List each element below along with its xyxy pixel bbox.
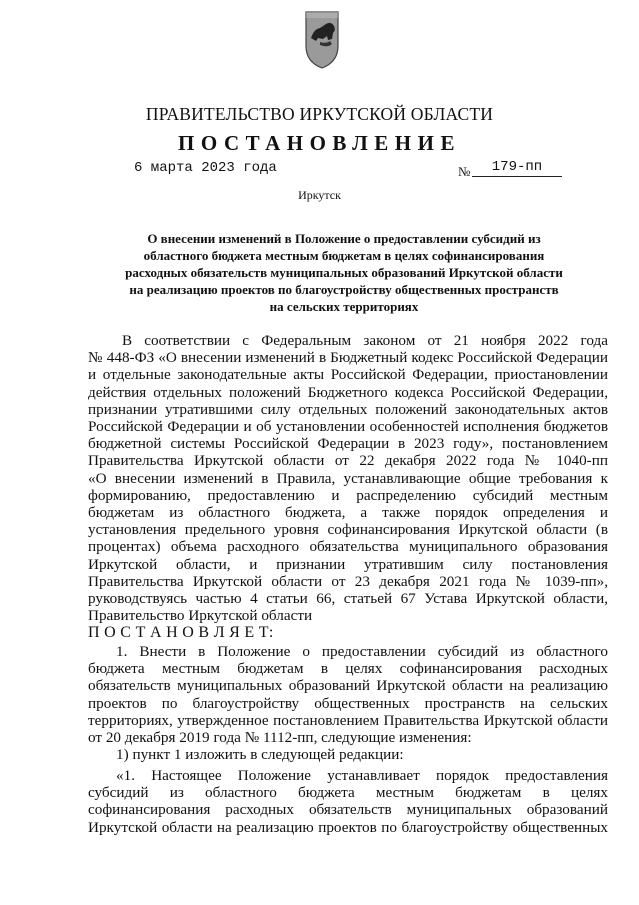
emblem-shield-icon xyxy=(298,8,346,72)
text-line: проектов по благоустройству общественных пространств на сельских xyxy=(88,694,608,712)
document-type: ПОСТАНОВЛЕНИЕ xyxy=(178,131,461,155)
document-city: Иркутск xyxy=(298,188,341,202)
coat-of-arms-emblem xyxy=(298,8,346,72)
text-line: действия отдельных положений Бюджетного кодекса Российской Федерации, xyxy=(88,383,608,401)
text-line: субсидий из областного бюджета местным бюджетам в целях xyxy=(88,784,608,802)
text-line: и отдельные законодательные акты Российской Федерации, приостановлении xyxy=(88,366,608,384)
number-sign: № xyxy=(458,164,471,179)
text-line: формированию, предоставлению и распределению субсидий местным xyxy=(88,486,608,504)
title-line: областного бюджета местным бюджетам в целях софинансирования xyxy=(143,248,545,263)
text-line: Российской Федерации и об установлении особенностей исполнения бюджетов xyxy=(88,418,608,436)
text-line: Правительства Иркутской области от 22 декабря 2022 года № 1040-пп xyxy=(88,452,608,470)
text-line: 1. Внести в Положение о предоставлении субсидий из областного xyxy=(116,643,608,660)
title-line: на реализацию проектов по благоустройству общественных пространств xyxy=(129,282,559,297)
text-line: «1. Настоящее Положение устанавливает порядок предоставления xyxy=(116,767,608,784)
title-line: О внесении изменений в Положение о предоставлении субсидий из xyxy=(147,231,541,246)
preamble-paragraph xyxy=(88,332,608,642)
quoted-paragraph xyxy=(88,767,608,836)
text-line: В соответствии с Федеральным законом от 21 ноября 2022 года xyxy=(122,332,608,349)
government-name: ПРАВИТЕЛЬСТВО ИРКУТСКОЙ ОБЛАСТИ xyxy=(145,104,494,124)
text-line: Иркутской области, и признании утратившим силу постановления xyxy=(88,555,608,573)
document-number: 179-пп xyxy=(472,158,562,177)
text-line: от 20 декабря 2019 года № 1112-пп, следующие изменения: xyxy=(88,729,472,747)
text-line: бюджета местным бюджетам в целях софинансирования расходных xyxy=(88,660,608,678)
text-line: «О внесении изменений в Правила, устанавливающие общие требования к xyxy=(88,469,608,487)
text-line: территориях, утвержденное постановлением Правительства Иркутской области xyxy=(88,711,608,729)
text-line: признании утратившими силу отдельных положений законодательных актов xyxy=(88,400,608,418)
subitem-1: 1) пункт 1 изложить в следующей редакции: xyxy=(116,746,404,764)
text-line: Иркутской области на реализацию проектов по благоустройству общественных xyxy=(88,818,608,836)
text-line: процентах) объема расходного обязательства муниципального образования xyxy=(88,538,608,556)
text-line: установления предельного уровня софинансирования Иркутской области (в xyxy=(88,521,608,539)
document-date: 6 марта 2023 года xyxy=(134,160,277,176)
text-line: Правительство Иркутской области xyxy=(88,607,313,625)
text-line: руководствуясь частью 4 статьи 66, статьей 67 Устава Иркутской области, xyxy=(88,590,608,608)
text-line: № 448-ФЗ «О внесении изменений в Бюджетный кодекс Российской Федерации xyxy=(88,349,608,367)
text-line: Правительства Иркутской области от 23 декабря 2021 года № 1039-пп», xyxy=(88,572,608,590)
document-title xyxy=(88,230,600,315)
text-line: обязательств муниципальных образований Иркутской области на реализацию xyxy=(88,677,608,695)
title-line: на сельских территориях xyxy=(269,299,419,314)
resolves-heading: П О С Т А Н О В Л Я Е Т: xyxy=(88,624,274,642)
item-1-paragraph xyxy=(88,643,608,763)
text-line: бюджетной системы Российской Федерации в 2023 году», постановлением xyxy=(88,435,608,453)
title-line: расходных обязательств муниципальных образований Иркутской области xyxy=(125,265,563,280)
text-line: софинансирования расходных обязательств муниципальных образований xyxy=(88,801,608,819)
text-line: бюджетам из областного бюджета, а также порядок определения и xyxy=(88,504,608,522)
